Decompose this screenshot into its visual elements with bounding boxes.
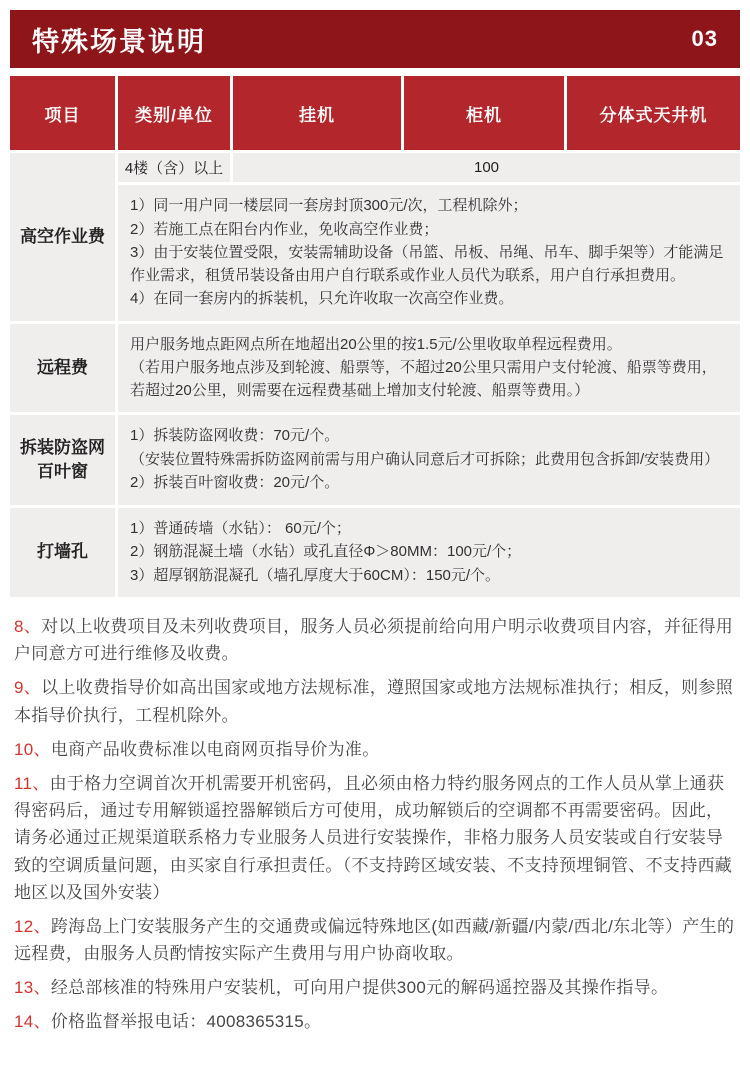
footnote	[14, 736, 736, 763]
footnote-number: 12、	[14, 916, 51, 936]
note-line: （安装位置特殊需拆防盗网前需与用户确认同意后才可拆除；此费用包含拆卸/安装费用）	[130, 450, 720, 468]
note-line: 2）拆装百叶窗收费：20元/个。	[130, 474, 340, 491]
footnote	[14, 974, 736, 1001]
footnote-number: 9、	[14, 678, 42, 698]
note-line: 1）同一用户同一楼层同一套房封顶300元/次，工程机除外；	[130, 197, 528, 214]
note-line: （若用户服务地点涉及到轮渡、船票等，不超过20公里只需用户支付轮渡、船票等费用，若超过20公里，则需要在远程费基础上增加支付轮渡、船票等费用。）	[130, 359, 717, 399]
table-row	[10, 324, 740, 413]
footnote-text: 对以上收费项目及未列收费项目，服务人员必须提前给向用户明示收费项目内容，并征得用户同意方可进行维修及收费。	[14, 617, 734, 664]
footnote	[14, 674, 736, 728]
note-line: 1）普通砖墙（水钻）： 60元/个；	[130, 519, 351, 537]
note-line: 3）超厚钢筋混凝孔（墙孔厚度大于60CM）：150元/个。	[130, 566, 501, 584]
note-line: 3）由于安装位置受限，安装需辅助设备（吊篮、吊板、吊绳、吊车、脚手架等）才能满足作业需求，租赁吊装设备由用户自行联系或作业人员代为联系，用户自行承担费用。	[130, 244, 724, 284]
column-header-split-ceiling: 分体式天井机	[567, 76, 740, 150]
row-item-label: 拆装防盗网百叶窗	[10, 415, 115, 505]
row-content	[118, 153, 740, 321]
footnote	[14, 770, 736, 906]
row-notes	[118, 324, 740, 413]
row-content	[118, 415, 740, 505]
table-row	[10, 153, 740, 321]
sub-row	[118, 153, 740, 182]
row-item-label: 打墙孔	[10, 508, 115, 598]
column-header-cabinet: 柜机	[404, 76, 564, 150]
column-header-item: 项目	[10, 76, 115, 150]
title-bar	[10, 10, 740, 68]
row-notes	[118, 508, 740, 598]
table-header-row	[10, 76, 740, 150]
note-line: 4）在同一套房内的拆装机，只允许收取一次高空作业费。	[130, 290, 514, 307]
note-line: 2）钢筋混凝土墙（水钻）或孔直径Φ＞80MM：100元/个；	[130, 543, 522, 560]
row-content	[118, 324, 740, 413]
footnote-text: 以上收费指导价如高出国家或地方法规标准，遵照国家或地方法规标准执行；相反，则参照本指导价执行，工程机除外。	[14, 678, 734, 725]
footnote-text: 电商产品收费标准以电商网页指导价为准。	[50, 739, 380, 759]
row-item-label: 高空作业费	[10, 153, 115, 321]
table-row	[10, 415, 740, 505]
footnote	[14, 613, 736, 667]
footnote-number: 14、	[14, 1012, 51, 1032]
footnote-text: 价格监督举报电话：4008365315。	[50, 1012, 322, 1032]
footnote-number: 10、	[14, 739, 51, 759]
note-line: 2）若施工点在阳台内作业，免收高空作业费；	[130, 220, 439, 238]
row-content	[118, 508, 740, 598]
footnote-number: 8、	[14, 617, 42, 636]
footnotes-section	[10, 597, 740, 1036]
footnote-text: 由于格力空调首次开机需要开机密码，且必须由格力特约服务网点的工作人员从掌上通获得密码后，通过专用解锁遥控器解锁后方可使用，成功解锁后的空调都不再需要密码。因此，请务必通过正规渠道联系格力专业服务人员进行安装操作，非格力服务人员安装或自行安装导致的空调质量问题，由买家自行承担责任。（不支持跨区域安装、不支持预埋铜管、不支持西藏地区以及国外安装）	[14, 773, 733, 902]
footnote	[14, 913, 736, 967]
column-header-wall-mounted: 挂机	[233, 76, 401, 150]
sub-row-value: 100	[233, 153, 740, 182]
note-line: 用户服务地点距网点所在地超出20公里的按1.5元/公里收取单程远程费用。	[130, 335, 622, 353]
page-title: 特殊场景说明	[32, 26, 206, 57]
footnote-number: 13、	[14, 978, 51, 998]
footnote-text: 经总部核准的特殊用户安装机，可向用户提供300元的解码遥控器及其操作指导。	[50, 978, 669, 998]
row-notes	[118, 415, 740, 505]
page-number: 03	[691, 26, 718, 51]
fee-table	[10, 76, 740, 597]
note-line: 1）拆装防盗网收费：70元/个。	[130, 427, 340, 444]
table-row	[10, 508, 740, 598]
footnote	[14, 1008, 736, 1035]
row-notes	[118, 185, 740, 321]
footnote-text: 跨海岛上门安装服务产生的交通费或偏远特殊地区(如西藏/新疆/内蒙/西北/东北等）产生的远程费，由服务人员酌情按实际产生费用与用户协商收取。	[14, 916, 735, 964]
column-header-category-unit: 类别/单位	[118, 76, 230, 150]
row-item-label: 远程费	[10, 324, 115, 413]
sub-row-label: 4楼（含）以上	[118, 153, 230, 182]
footnote-number: 11、	[14, 773, 50, 793]
